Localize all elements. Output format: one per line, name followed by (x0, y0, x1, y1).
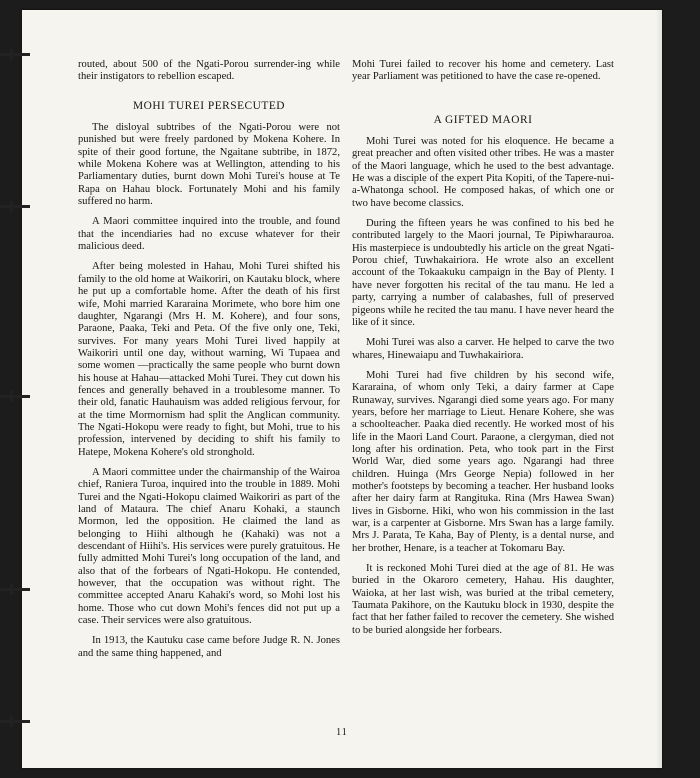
left-paragraph-2: A Maori committee inquired into the trouble, and found that the incendiaries had no excuse whatever for their malicious deed. (78, 216, 340, 253)
binder-mark-1 (0, 53, 30, 56)
left-paragraph-3: After being molested in Hahau, Mohi Turei shifted his family to the old home at Waikoriri, on Kautaku block, where he put up a comfortable home. After the death of his first wife, Mohi married Kararaina Morimete, who bore him one daughter, Ngarangi (Mrs H. M. Kohere), and four sons, Paraone, Paaka, Teki and Peta. Of the five only one, Teki, survives. For many years Mohi Turei lived happily at Waikoriri until one day, without warning, Wi Tupaea and some women —practically the same people who burnt down his house at Hahau—attacked Mohi Turei. They cut down his fences and generally behaved in a troublesome manner. To their old, fanatic Hauhauism was added religious fervour, for at the time Mormornism had split the Anglican community. The Ngati-Hokopu were ready to fight, but Mohi, true to his profession, intervened by deciding to shift his family to Hatepe, Mokena Kohere's old stronghold. (78, 261, 340, 458)
right-paragraph-3: Mohi Turei was also a carver. He helped to carve the two whares, Hinewaiapu and Tuwhakairiora. (352, 337, 614, 361)
left-paragraph-4: A Maori committee under the chairmanship of the Wairoa chief, Raniera Turoa, inquired into the trouble in 1889. Mohi Turei and the Ngati-Hokopu claimed Waikoriri as part of the land of Mataura. The chief Anaru Kohaki, a staunch Mormon, led the opposition. He claimed the land as belonging to Hiihi although he (Kahaki) was not a descendant of Hiihi's. His services were purely gratuitous. He fully admitted Mohi Turei's long occupation of the land, and also that of the forbears of Ngati-Hokopu. He contended, however, that the occupation was without right. The committee accepted Anaru Kahaki's word, so Mohi lost his home. Those who cut down Mohi's fences did not put up a case. Their services were also gratuitous. (78, 466, 340, 627)
right-paragraph-4: Mohi Turei had five children by his second wife, Kararaina, of whom only Teki, a dairy farmer at Cape Runaway, survives. Ngarangi died some years ago. For many years, before her marriage to Lieut. Henare Kohere, she was a schoolteacher. Paaka died recently. He worked most of his life in the Maori Land Court. Paraone, a clergyman, died not long after his ordination. Peta, who took part in the First World War, died some years ago. Ngarangi had three children. Huinga (Mrs George Nepia) followed in her mother's footsteps by becoming a teacher. Her husband looks after her dairy farm at Rangituka. Rina (Mrs Hawea Swan) lives in Gisborne. Hiki, who won his commission in the last war, is a carpenter at Gisborne. Mrs Swan has a large family. Mrs J. Parata, Te Kaha, Bay of Plenty, is a dental nurse, and her brother, Henare, is a teacher at Tokomaru Bay. (352, 369, 614, 554)
left-column (78, 59, 340, 668)
right-paragraph-2: During the fifteen years he was confined to his bed he contributed largely to the Maori journal, Te Pipiwharauroa. His masterpiece is undoubtedly his article on the great Ngati-Porou chief, Tuwhakairiora. He wrote also an excellent account of the Tokaakuku campaign in the Bay of Plenty. I have never forgotten his recital of the tau manu. He led a party, carrying a number of calabashes, full of preserved pigeons while he recited the tau manu. I have never heard the like of it since. (352, 218, 614, 328)
section-heading-gifted-maori: A GIFTED MAORI (433, 113, 533, 126)
binder-mark-2 (0, 205, 30, 208)
document-page (22, 10, 662, 768)
left-paragraph-continued: routed, about 500 of the Ngati-Porou surrender-ing while their instigators to rebellion escaped. (78, 59, 340, 83)
page-number: 11 (336, 727, 348, 738)
right-column (352, 59, 614, 645)
binder-mark-4 (0, 588, 30, 591)
right-paragraph-5: It is reckoned Mohi Turei died at the age of 81. He was buried in the Okaroro cemetery, Hahau. His daughter, Waioka, at her last wish, was buried at the tribal cemetery, Taumata Pakihore, on the Kautuku block in 1930, despite the fact that her father failed to recover the cemetery. She wished to be buried alongside her forbears. (352, 563, 614, 636)
left-paragraph-1: The disloyal subtribes of the Ngati-Porou were not punished but were freely pardoned by Mokena Kohere. In spite of their good fortune, the Ngaitane subtribe, in 1872, while Mokena Kohere was at Wellington, attending to his Parliamentary duties, burnt down Mohi Turei's house at Te Rapa on Hahau block. Fortunately Mohi and his family suffered no harm. (78, 122, 340, 208)
binder-mark-5 (0, 720, 30, 723)
section-heading-persecuted: MOHI TUREI PERSECUTED (132, 99, 286, 112)
right-paragraph-continued: Mohi Turei failed to recover his home and cemetery. Last year Parliament was petitioned to have the case re-opened. (352, 59, 614, 83)
right-paragraph-1: Mohi Turei was noted for his eloquence. He became a great preacher and often visited other tribes. He was a master of the Maori language, which he used to the best advantage. He was a disciple of the expert Pita Kopiti, of the Tapere-nui-a-Whatonga school. He composed hakas, of which one or two have become classics. (352, 136, 614, 209)
binder-mark-3 (0, 395, 30, 398)
left-paragraph-5: In 1913, the Kautuku case came before Judge R. N. Jones and the same thing happened, and (78, 635, 340, 659)
